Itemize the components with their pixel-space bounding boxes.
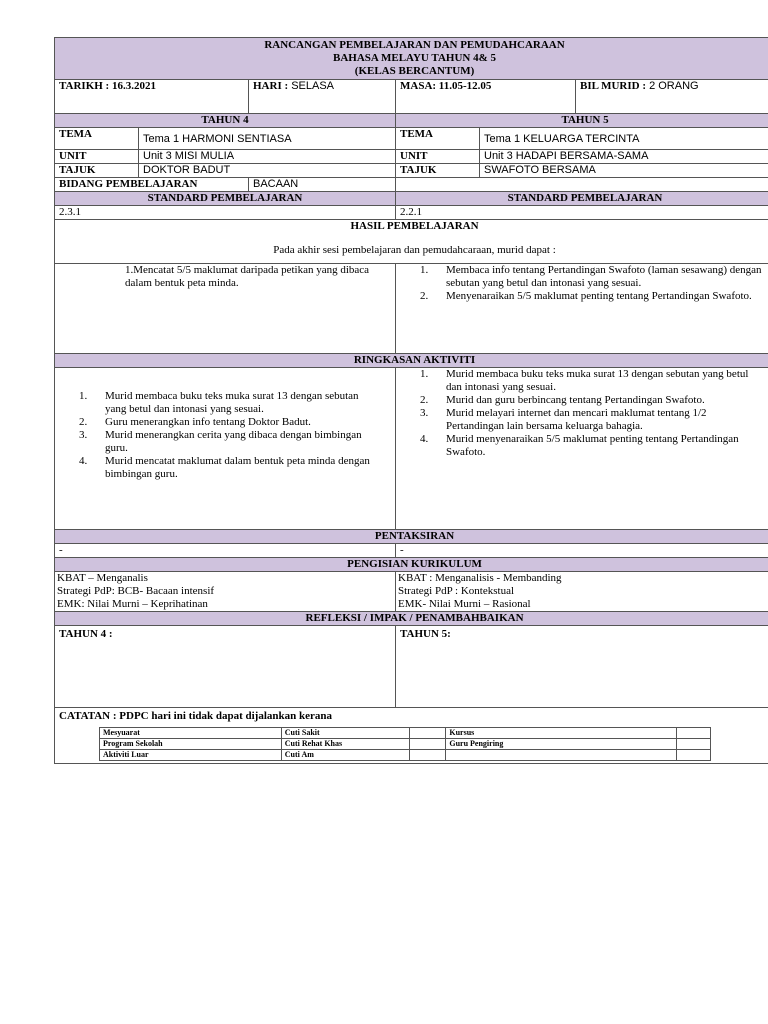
bil-murid-cell	[576, 80, 768, 114]
reason-cuti-am: Cuti Am	[281, 750, 409, 761]
tahun5-pentaksiran-value: -	[396, 544, 768, 558]
reason-mesyuarat: Mesyuarat	[100, 728, 282, 739]
tahun5-unit-value: Unit 3 HADAPI BERSAMA-SAMA	[480, 150, 768, 164]
unit-row	[55, 150, 768, 164]
list-item: 3. Murid melayari internet dan mencari maklumat tentang 1/2 Pertandingan lain bersama keluarga bahagia.	[420, 407, 707, 432]
tahun4-tema-value: Tema 1 HARMONI SENTIASA	[139, 128, 396, 150]
tahun5-refleksi: TAHUN 5:	[396, 626, 768, 708]
hasil-cell	[55, 220, 768, 264]
list-item: 1. Murid membaca buku teks muka surat 13 dengan sebutan yang betul dan intonasi yang sesuai.	[79, 390, 359, 415]
checkbox-cell[interactable]	[676, 728, 710, 739]
list-item: 1. Membaca info tentang Pertandingan Swafoto (laman sesawang) dengan sebutan yang betul dan intonasi yang sesuai.	[420, 264, 762, 289]
tajuk-row	[55, 164, 768, 178]
checkbox-cell[interactable]	[410, 728, 446, 739]
masa-cell: MASA: 11.05-12.05	[396, 80, 576, 114]
hari-cell	[249, 80, 396, 114]
tahun4-ringkasan-list	[55, 368, 396, 530]
refleksi-heading-row	[55, 612, 768, 626]
tahun4-emk: EMK: Nilai Murni – Keprihatinan	[57, 598, 208, 610]
document-title	[55, 38, 768, 80]
tahun4-standard-heading: STANDARD PEMBELAJARAN	[55, 192, 396, 206]
tahun5-hasil-list	[396, 264, 768, 354]
tahun5-strategi: Strategi PdP : Kontekstual	[398, 585, 515, 597]
checkbox-cell[interactable]	[676, 750, 710, 761]
bidang-value: BACAAN	[249, 178, 396, 192]
hasil-intro: Pada akhir sesi pembelajaran dan pemudahcaraan, murid dapat :	[273, 244, 556, 256]
reason-guru-pengiring: Guru Pengiring	[446, 739, 676, 750]
tahun5-heading: TAHUN 5	[396, 114, 768, 128]
tahun-heading-row	[55, 114, 768, 128]
tahun5-tajuk-label: TAJUK	[396, 164, 480, 178]
title-line-2: BAHASA MELAYU TAHUN 4& 5	[333, 52, 497, 64]
reason-program-sekolah: Program Sekolah	[100, 739, 282, 750]
tahun5-standard-value: 2.2.1	[396, 206, 768, 220]
pentaksiran-heading-row	[55, 530, 768, 544]
tahun4-kbat: KBAT – Menganalis	[57, 572, 148, 584]
tahun4-heading: TAHUN 4	[55, 114, 396, 128]
reason-kursus: Kursus	[446, 728, 676, 739]
table-row	[100, 739, 711, 750]
bidang-empty-cell	[396, 178, 768, 192]
list-item: 2. Menyenaraikan 5/5 maklumat penting tentang Pertandingan Swafoto.	[420, 290, 752, 302]
tahun4-refleksi: TAHUN 4 :	[55, 626, 396, 708]
tahun5-tajuk-value: SWAFOTO BERSAMA	[480, 164, 768, 178]
checkbox-cell[interactable]	[410, 739, 446, 750]
tahun4-pentaksiran-value: -	[55, 544, 396, 558]
tahun4-hasil-item: 1.Mencatat 5/5 maklumat daripada petikan yang dibaca dalam bentuk peta minda.	[55, 264, 396, 354]
tahun5-ringkasan-list	[396, 368, 768, 530]
title-line-1: RANCANGAN PEMBELAJARAN DAN PEMUDAHCARAAN	[264, 39, 565, 51]
tahun4-pengisian	[55, 572, 396, 612]
tahun5-tema-label: TEMA	[396, 128, 480, 150]
list-item: 3. Murid menerangkan cerita yang dibaca dengan bimbingan guru.	[79, 429, 362, 454]
hari-label: HARI :	[253, 80, 289, 92]
list-item: 4. Murid menyenaraikan 5/5 maklumat penting tentang Pertandingan Swafoto.	[420, 433, 739, 458]
lesson-plan-sheet	[54, 37, 768, 764]
pengisian-heading: PENGISIAN KURIKULUM	[55, 558, 768, 572]
reason-empty	[446, 750, 676, 761]
ringkasan-heading-row	[55, 354, 768, 368]
hari-value: SELASA	[288, 80, 334, 92]
tahun4-tajuk-value: DOKTOR BADUT	[139, 164, 396, 178]
checkbox-cell[interactable]	[410, 750, 446, 761]
tahun5-standard-heading: STANDARD PEMBELAJARAN	[396, 192, 768, 206]
catatan-checklist	[99, 727, 711, 761]
bidang-row	[55, 178, 768, 192]
list-item: 2. Murid dan guru berbincang tentang Pertandingan Swafoto.	[420, 394, 705, 406]
tahun4-standard-value: 2.3.1	[55, 206, 396, 220]
refleksi-row	[55, 626, 768, 708]
title-row	[55, 38, 768, 80]
lesson-plan-table	[54, 37, 768, 764]
list-item: 4. Murid mencatat maklumat dalam bentuk peta minda dengan bimbingan guru.	[79, 455, 370, 480]
standard-heading-row	[55, 192, 768, 206]
tarikh-cell: TARIKH : 16.3.2021	[55, 80, 249, 114]
checkbox-cell[interactable]	[676, 739, 710, 750]
tahun5-tema-value: Tema 1 KELUARGA TERCINTA	[480, 128, 768, 150]
table-row	[100, 728, 711, 739]
bil-murid-value: 2 ORANG	[646, 80, 699, 92]
tahun4-tajuk-label: TAJUK	[55, 164, 139, 178]
tahun4-tema-label: TEMA	[55, 128, 139, 150]
pengisian-heading-row	[55, 558, 768, 572]
reason-cuti-sakit: Cuti Sakit	[281, 728, 409, 739]
hasil-items-row	[55, 264, 768, 354]
hasil-heading: HASIL PEMBELAJARAN	[350, 220, 479, 232]
tahun4-unit-value: Unit 3 MISI MULIA	[139, 150, 396, 164]
tahun4-unit-label: UNIT	[55, 150, 139, 164]
ringkasan-heading: RINGKASAN AKTIVITI	[55, 354, 768, 368]
pentaksiran-row	[55, 544, 768, 558]
tahun5-pengisian	[396, 572, 768, 612]
reason-aktiviti-luar: Aktiviti Luar	[100, 750, 282, 761]
bidang-label: BIDANG PEMBELAJARAN	[55, 178, 249, 192]
tahun5-unit-label: UNIT	[396, 150, 480, 164]
pentaksiran-heading: PENTAKSIRAN	[55, 530, 768, 544]
refleksi-heading: REFLEKSI / IMPAK / PENAMBAHBAIKAN	[55, 612, 768, 626]
title-line-3: (KELAS BERCANTUM)	[354, 65, 475, 77]
standard-row	[55, 206, 768, 220]
tahun5-emk: EMK- Nilai Murni – Rasional	[398, 598, 531, 610]
pengisian-row	[55, 572, 768, 612]
list-item: 1. Murid membaca buku teks muka surat 13 dengan sebutan yang betul dan intonasi yang sesuai.	[420, 368, 749, 393]
bil-murid-label: BIL MURID :	[580, 80, 647, 92]
hasil-row	[55, 220, 768, 264]
tahun5-kbat: KBAT : Menganalisis - Membanding	[398, 572, 562, 584]
catatan-row	[55, 708, 768, 764]
tema-row	[55, 128, 768, 150]
list-item: 2. Guru menerangkan info tentang Doktor Badut.	[79, 416, 311, 428]
table-row	[100, 750, 711, 761]
tahun4-strategi: Strategi PdP: BCB- Bacaan intensif	[57, 585, 215, 597]
catatan-label: CATATAN : PDPC hari ini tidak dapat dijalankan kerana	[59, 710, 333, 722]
info-row	[55, 80, 768, 114]
ringkasan-row	[55, 368, 768, 530]
catatan-cell	[55, 708, 768, 764]
reason-cuti-rehat-khas: Cuti Rehat Khas	[281, 739, 409, 750]
